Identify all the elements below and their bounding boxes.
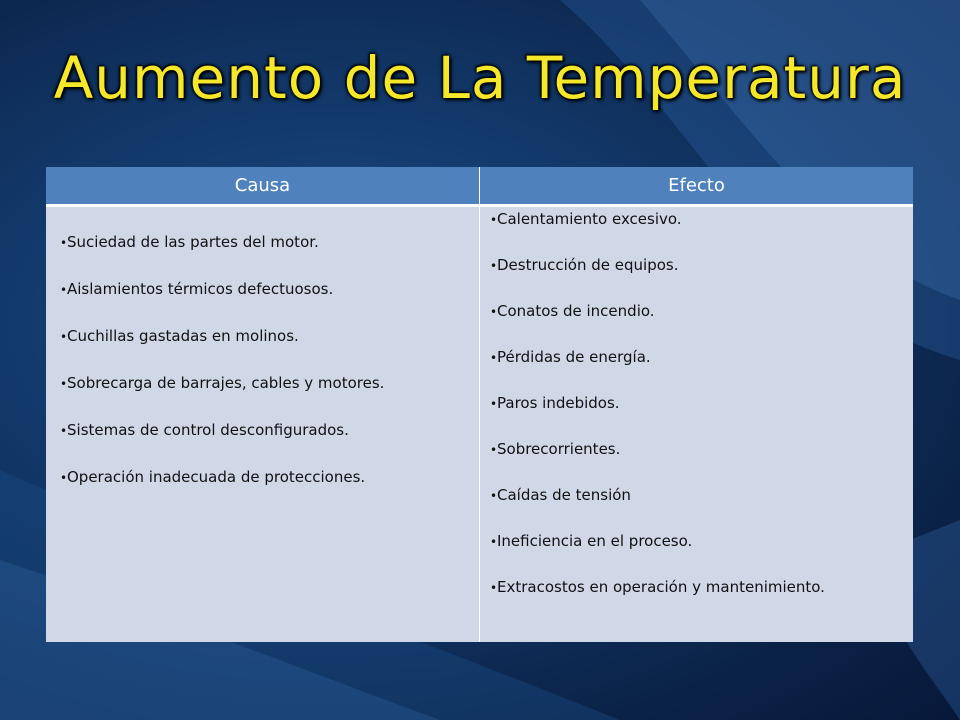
causa-list — [46, 207, 479, 488]
list-item — [490, 393, 913, 414]
header-causa: Causa — [46, 167, 480, 206]
bullet: • — [60, 330, 68, 344]
efecto-item-text: Extracostos en operación y mantenimiento. — [497, 578, 825, 596]
list-item — [490, 209, 913, 230]
efecto-item-text: Conatos de incendio. — [497, 302, 655, 320]
efecto-item-text: Calentamiento excesivo. — [497, 210, 682, 228]
efecto-item-text: Paros indebidos. — [497, 394, 620, 412]
bullet: • — [490, 259, 498, 273]
efecto-list — [480, 207, 913, 598]
bullet: • — [60, 471, 68, 485]
efecto-item-text: Destrucción de equipos. — [497, 256, 679, 274]
bullet: • — [490, 305, 498, 319]
bullet: • — [60, 283, 68, 297]
efecto-item-text: Caídas de tensión — [497, 486, 631, 504]
bullet: • — [490, 489, 498, 503]
efecto-cell — [480, 206, 914, 643]
list-item — [60, 467, 479, 488]
efecto-item-text: Pérdidas de energía. — [497, 348, 651, 366]
list-item — [490, 577, 913, 598]
list-item — [60, 373, 479, 394]
causa-item-text: Sobrecarga de barrajes, cables y motores. — [67, 374, 385, 392]
cause-effect-table — [46, 167, 913, 642]
list-item — [490, 347, 913, 368]
list-item — [490, 531, 913, 552]
bullet: • — [490, 581, 498, 595]
list-item — [60, 326, 479, 347]
list-item — [60, 232, 479, 253]
causa-cell — [46, 206, 480, 643]
efecto-item-text: Ineficiencia en el proceso. — [497, 532, 693, 550]
bullet: • — [60, 424, 68, 438]
causa-item-text: Sistemas de control desconfigurados. — [67, 421, 349, 439]
efecto-item-text: Sobrecorrientes. — [497, 440, 621, 458]
list-item — [60, 420, 479, 441]
bullet: • — [490, 535, 498, 549]
list-item — [490, 485, 913, 506]
list-item — [490, 301, 913, 322]
bullet: • — [490, 397, 498, 411]
table-header-row — [46, 167, 913, 206]
bullet: • — [60, 236, 68, 250]
causa-item-text: Aislamientos térmicos defectuosos. — [67, 280, 334, 298]
list-item — [490, 439, 913, 460]
bullet: • — [490, 351, 498, 365]
header-efecto: Efecto — [480, 167, 914, 206]
causa-item-text: Cuchillas gastadas en molinos. — [67, 327, 299, 345]
causa-item-text: Operación inadecuada de protecciones. — [67, 468, 366, 486]
list-item — [490, 255, 913, 276]
list-item — [60, 279, 479, 300]
bullet: • — [490, 213, 498, 227]
causa-item-text: Suciedad de las partes del motor. — [67, 233, 319, 251]
bullet: • — [60, 377, 68, 391]
table-body-row — [46, 206, 913, 643]
bullet: • — [490, 443, 498, 457]
slide-title: Aumento de La Temperatura — [53, 44, 907, 112]
